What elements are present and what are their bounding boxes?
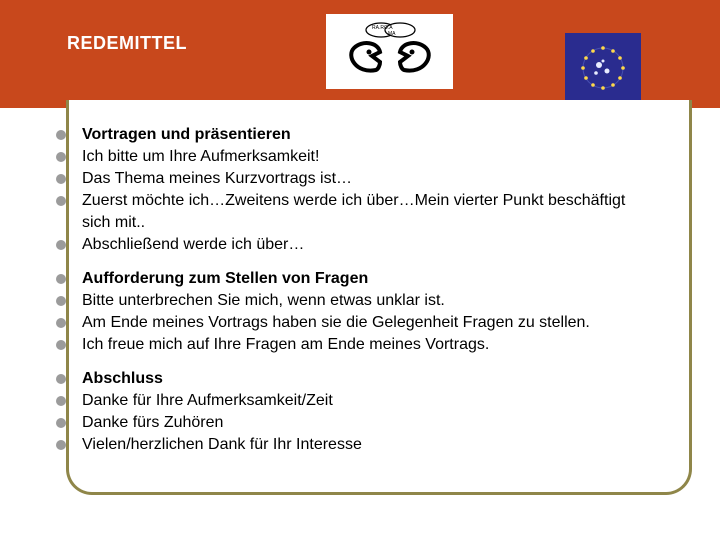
svg-text:MA: MA (388, 31, 396, 37)
bullet-icon (56, 274, 66, 284)
bullet-icon (56, 418, 66, 428)
eu-stars-flag-icon (565, 33, 641, 103)
section-heading: Vortragen und präsentieren (82, 126, 291, 143)
list-item-text: Ich bitte um Ihre Aufmerksamkeit! (82, 148, 320, 165)
list-item (56, 290, 696, 312)
list-item-text: Zuerst möchte ich…Zweitens werde ich über…Mein vierter Punkt beschäftigt sich mit.. (82, 192, 626, 231)
bullet-icon (56, 318, 66, 328)
eu-flag-image (565, 33, 641, 103)
list-item (56, 146, 696, 168)
list-item-text: Ich freue mich auf Ihre Fragen am Ende meines Vortrags. (82, 336, 490, 353)
content-list (56, 124, 696, 456)
list-item-text: Danke für Ihre Aufmerksamkeit/Zeit (82, 392, 333, 409)
bullet-icon (56, 152, 66, 162)
list-item (56, 268, 696, 290)
list-item (56, 412, 696, 434)
list-item (56, 368, 696, 390)
page-title: REDEMITTEL (67, 33, 187, 53)
bullet-icon (56, 296, 66, 306)
list-item (56, 190, 642, 234)
section-gap (56, 256, 696, 268)
bullet-icon (56, 240, 66, 250)
list-item-text: Das Thema meines Kurzvortrags ist… (82, 170, 353, 187)
bullet-icon (56, 440, 66, 450)
list-item-text: Am Ende meines Vortrags haben sie die Gelegenheit Fragen zu stellen. (82, 314, 590, 331)
bullet-icon (56, 396, 66, 406)
list-item-text: Abschließend werde ich über… (82, 236, 305, 253)
bullet-icon (56, 174, 66, 184)
list-item (56, 312, 696, 334)
list-item (56, 234, 696, 256)
list-item (56, 334, 696, 356)
list-item (56, 434, 696, 456)
section-heading: Aufforderung zum Stellen von Fragen (82, 270, 369, 287)
list-item (56, 390, 696, 412)
list-item (56, 168, 696, 190)
header-bar (0, 0, 720, 108)
bullet-icon (56, 130, 66, 140)
bullet-icon (56, 374, 66, 384)
logo (326, 14, 453, 89)
list-item-text: Bitte unterbrechen Sie mich, wenn etwas unklar ist. (82, 292, 445, 309)
two-speaking-faces-icon (326, 14, 453, 89)
section-gap (56, 356, 696, 368)
svg-text:RA.RO.A: RA.RO.A (372, 25, 393, 31)
bullet-icon (56, 196, 66, 206)
list-item-text: Vielen/herzlichen Dank für Ihr Interesse (82, 436, 362, 453)
list-item (56, 124, 696, 146)
list-item-text: Danke fürs Zuhören (82, 414, 224, 431)
section-heading: Abschluss (82, 370, 163, 387)
bullet-icon (56, 340, 66, 350)
